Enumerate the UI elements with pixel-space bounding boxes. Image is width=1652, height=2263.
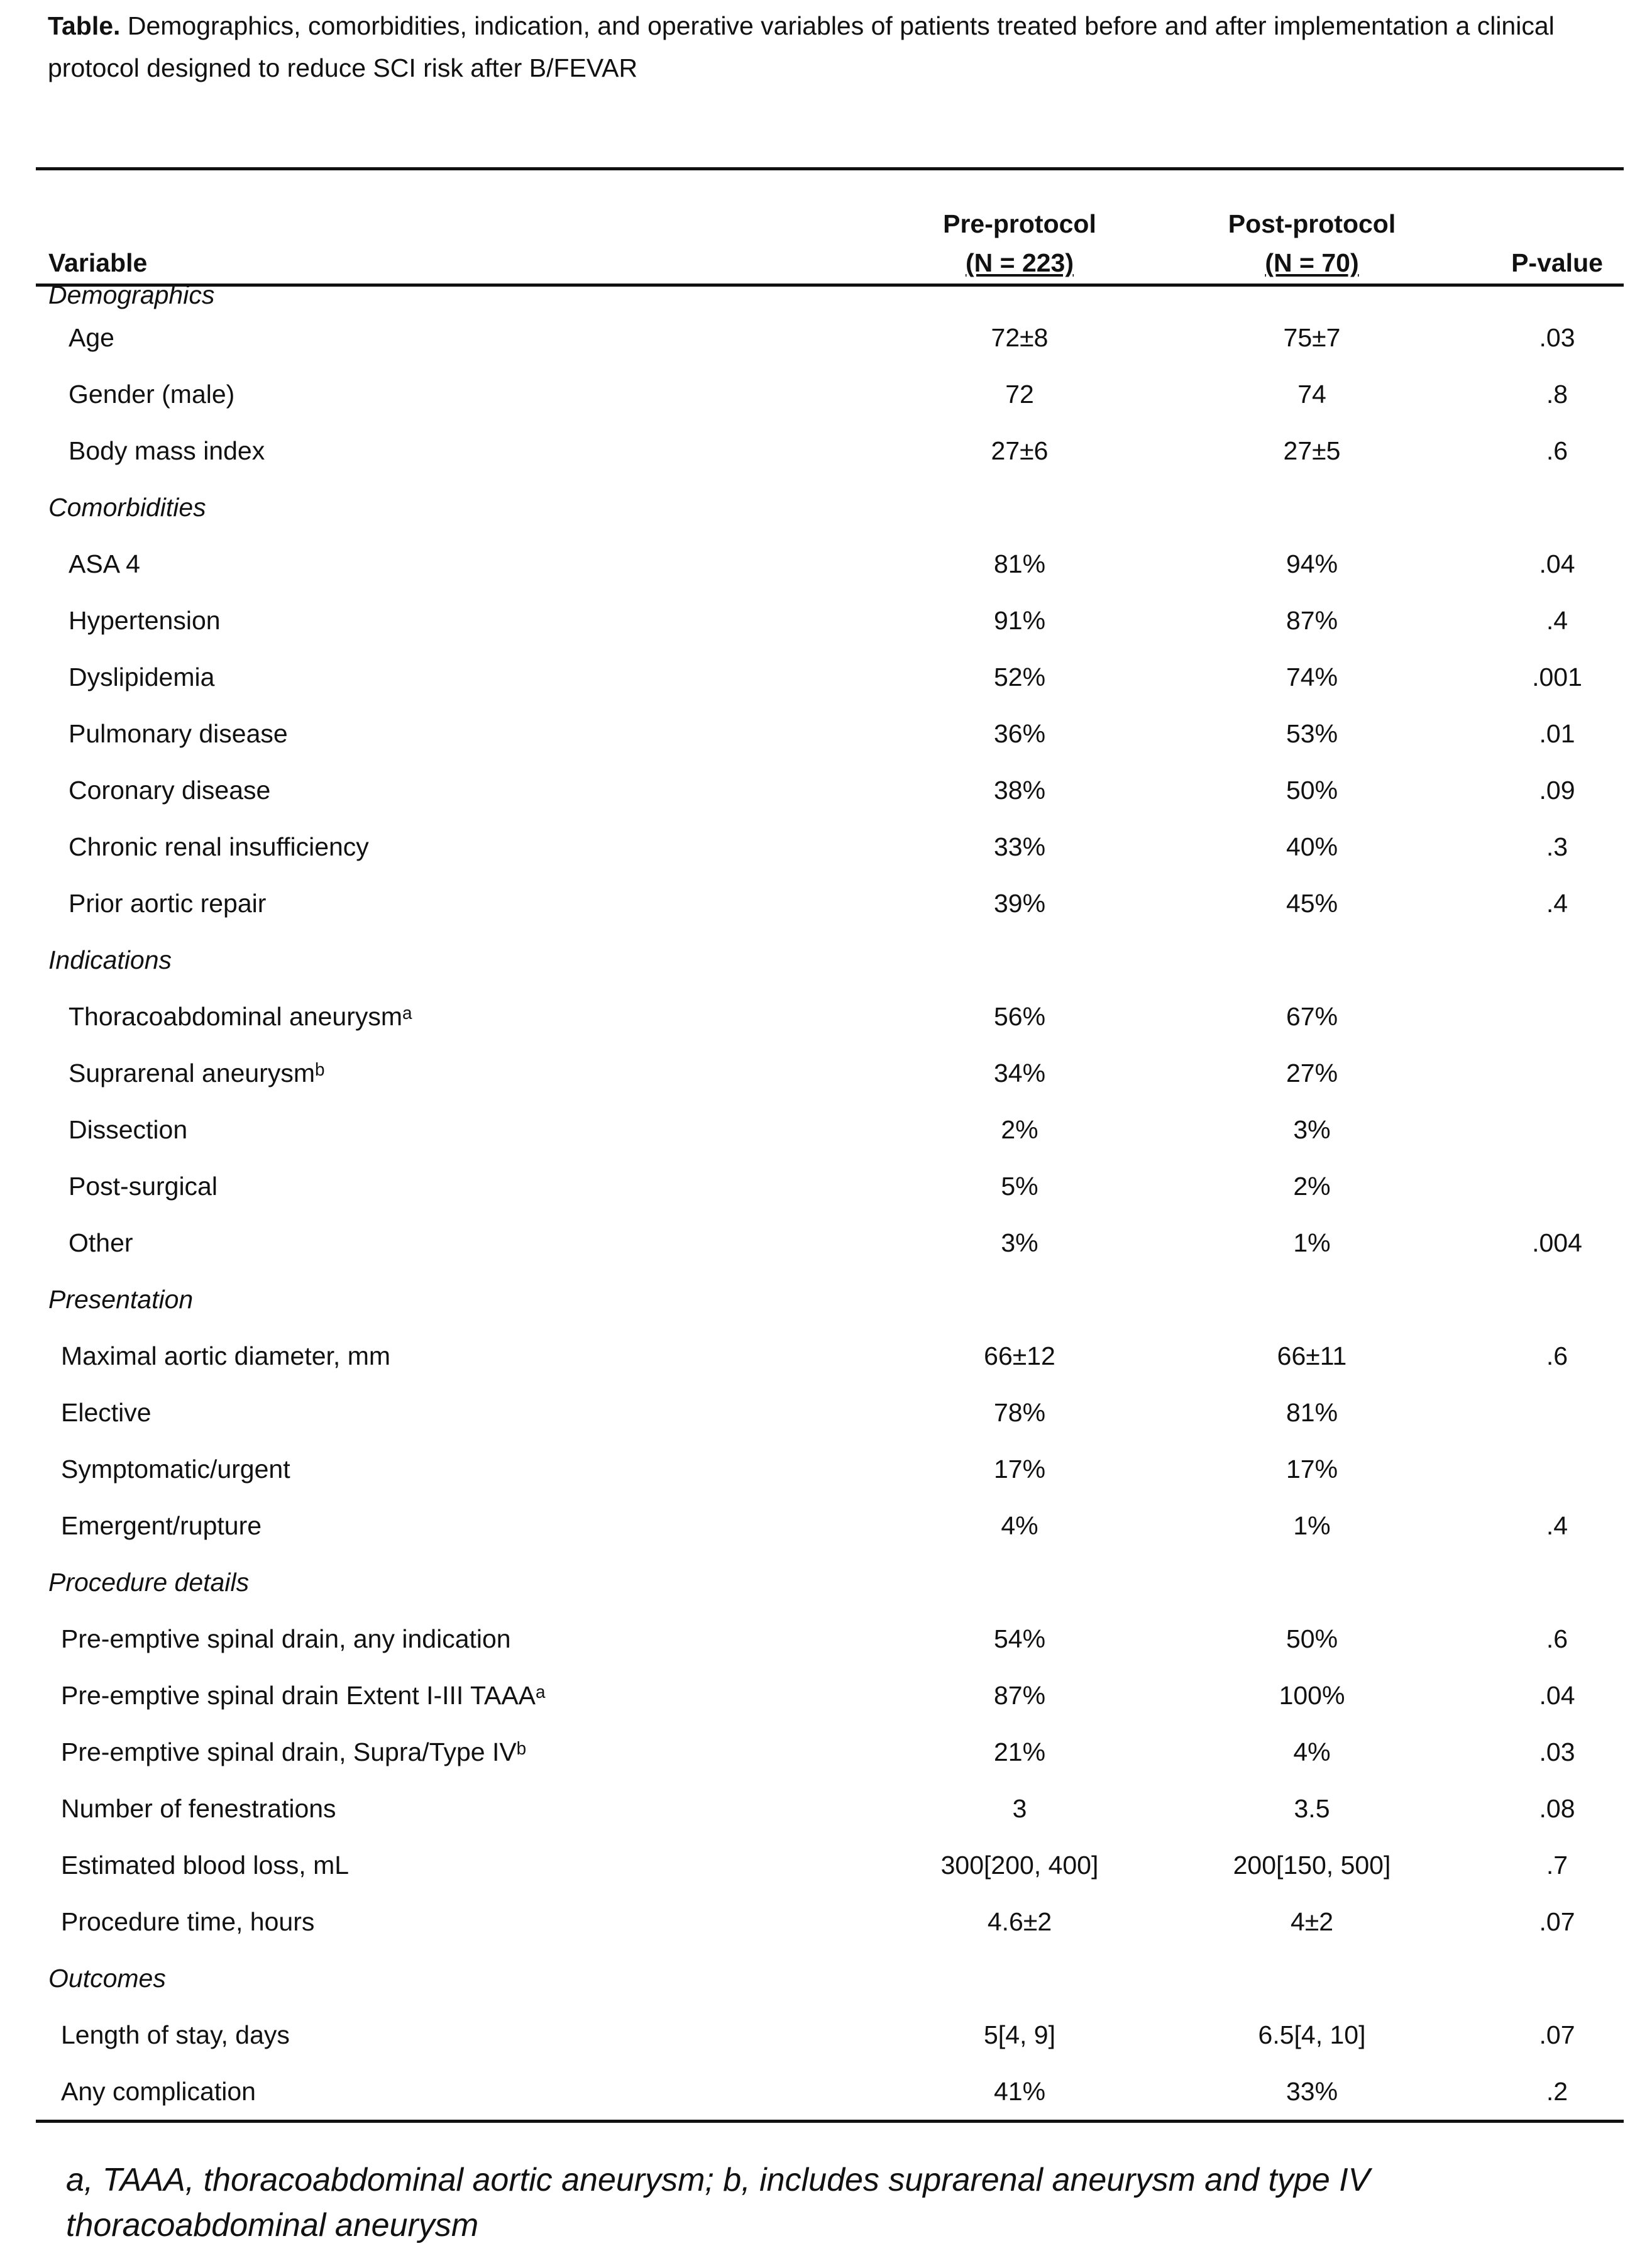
p-value (1469, 1950, 1645, 2007)
row-label: Presentation (48, 1284, 194, 1314)
header-pre-protocol-n: (N = 223) (965, 248, 1074, 277)
row-label: Number of fenestrations (61, 1793, 336, 1823)
pre-protocol-value (862, 932, 1177, 988)
post-protocol-value: 67% (1286, 1001, 1338, 1031)
data-table (36, 167, 1624, 2123)
row-label: ASA 4 (69, 549, 140, 578)
post-protocol-value: 1% (1293, 1511, 1331, 1540)
pre-protocol-value (862, 1271, 1177, 1328)
table-row (36, 988, 1624, 1045)
header-pre-protocol-title: Pre-protocol (943, 209, 1096, 238)
table-row (36, 2063, 1624, 2120)
section-header-row (36, 1271, 1624, 1328)
pre-protocol-value: 72 (1005, 379, 1034, 409)
row-label: Pre-emptive spinal drain Extent I-III TAAAᵃ (61, 1680, 546, 1710)
table-row (36, 1667, 1624, 1724)
p-value: .09 (1539, 775, 1575, 805)
row-label: Suprarenal aneurysmᵇ (69, 1058, 325, 1087)
pre-protocol-value: 54% (993, 1624, 1046, 1653)
row-label: Procedure details (48, 1567, 250, 1597)
pre-protocol-value: 36% (993, 719, 1046, 748)
p-value (1469, 1384, 1645, 1441)
pre-protocol-value: 3 (1012, 1793, 1027, 1823)
p-value: .01 (1539, 719, 1575, 748)
section-header-row (36, 1554, 1624, 1611)
pre-protocol-value: 81% (993, 549, 1046, 578)
pre-protocol-value: 38% (993, 775, 1046, 805)
p-value: .3 (1546, 832, 1568, 861)
post-protocol-value: 6.5[4, 10] (1258, 2020, 1366, 2049)
table-row (36, 2007, 1624, 2063)
header-p-value: P-value (1511, 248, 1603, 277)
pre-protocol-value: 41% (993, 2076, 1046, 2106)
p-value: .8 (1546, 379, 1568, 409)
table-header (36, 170, 1624, 287)
post-protocol-value (1155, 932, 1469, 988)
pre-protocol-value: 91% (993, 605, 1046, 635)
pre-protocol-value (862, 1950, 1177, 2007)
pre-protocol-value: 21% (993, 1737, 1046, 1766)
header-post-protocol-title: Post-protocol (1228, 209, 1396, 238)
post-protocol-value: 81% (1286, 1397, 1338, 1427)
table-row (36, 1611, 1624, 1667)
p-value: .7 (1546, 1850, 1568, 1880)
pre-protocol-value (862, 280, 1177, 303)
row-label: Other (69, 1228, 133, 1257)
post-protocol-value: 66±11 (1277, 1341, 1347, 1370)
post-protocol-value: 75±7 (1283, 322, 1341, 352)
post-protocol-value: 3.5 (1294, 1793, 1330, 1823)
p-value (1469, 1045, 1645, 1101)
pre-protocol-value (862, 1554, 1177, 1611)
table-row (36, 1780, 1624, 1837)
p-value: .07 (1539, 2020, 1575, 2049)
table-row (36, 1893, 1624, 1950)
table-row (36, 1441, 1624, 1497)
post-protocol-value: 33% (1286, 2076, 1338, 2106)
table-row (36, 1328, 1624, 1384)
caption-text: Demographics, comorbidities, indication, and operative variables of patients treated before and after implementation a clinical protocol designed to reduce SCI risk after B/FEVAR (48, 11, 1555, 82)
p-value: .03 (1539, 322, 1575, 352)
row-label: Estimated blood loss, mL (61, 1850, 350, 1880)
p-value (1469, 1554, 1645, 1611)
row-label: Emergent/rupture (61, 1511, 262, 1540)
table-row (36, 1837, 1624, 1893)
pre-protocol-value: 52% (993, 662, 1046, 691)
table-row (36, 705, 1624, 762)
post-protocol-value: 50% (1286, 1624, 1338, 1653)
p-value: .07 (1539, 1907, 1575, 1936)
table-row (36, 649, 1624, 705)
row-label: Dissection (69, 1115, 188, 1144)
pre-protocol-value: 4% (1001, 1511, 1038, 1540)
post-protocol-value: 94% (1286, 549, 1338, 578)
row-label: Maximal aortic diameter, mm (61, 1341, 391, 1370)
post-protocol-value (1155, 479, 1469, 536)
header-variable: Variable (48, 248, 148, 277)
p-value: .2 (1546, 2076, 1568, 2106)
table-row (36, 422, 1624, 479)
row-label: Symptomatic/urgent (61, 1454, 290, 1484)
pre-protocol-value: 27±6 (991, 436, 1049, 465)
pre-protocol-value: 5% (1001, 1171, 1038, 1201)
post-protocol-value: 27% (1286, 1058, 1338, 1087)
post-protocol-value: 27±5 (1283, 436, 1341, 465)
pre-protocol-value: 66±12 (984, 1341, 1055, 1370)
post-protocol-value: 4±2 (1290, 1907, 1334, 1936)
row-label: Thoracoabdominal aneurysmᵃ (69, 1001, 412, 1031)
p-value: .001 (1532, 662, 1582, 691)
row-label: Coronary disease (69, 775, 271, 805)
row-label: Procedure time, hours (61, 1907, 315, 1936)
table-row (36, 818, 1624, 875)
pre-protocol-value: 39% (993, 888, 1046, 918)
p-value: .03 (1539, 1737, 1575, 1766)
post-protocol-value: 45% (1286, 888, 1338, 918)
row-label: Pre-emptive spinal drain, Supra/Type IVᵇ (61, 1737, 527, 1766)
p-value (1469, 1158, 1645, 1214)
row-label: Outcomes (48, 1963, 166, 1993)
table-row (36, 366, 1624, 422)
post-protocol-value: 2% (1293, 1171, 1331, 1201)
post-protocol-value (1155, 1554, 1469, 1611)
p-value: .08 (1539, 1793, 1575, 1823)
p-value: .04 (1539, 1680, 1575, 1710)
table-footnote: a, TAAA, thoracoabdominal aortic aneurysm; b, includes suprarenal aneurysm and type IV thoracoabdominal aneurysm (66, 2162, 1370, 2244)
section-header-row (36, 479, 1624, 536)
pre-protocol-value: 56% (993, 1001, 1046, 1031)
pre-protocol-value (862, 479, 1177, 536)
pre-protocol-value: 3% (1001, 1228, 1038, 1257)
p-value: .6 (1546, 1624, 1568, 1653)
pre-protocol-value: 17% (993, 1454, 1046, 1484)
row-label: Comorbidities (48, 492, 206, 522)
row-label: Pre-emptive spinal drain, any indication (61, 1624, 511, 1653)
post-protocol-value (1155, 1271, 1469, 1328)
post-protocol-value: 74 (1297, 379, 1326, 409)
p-value (1469, 280, 1645, 303)
table-row (36, 1214, 1624, 1271)
pre-protocol-value: 4.6±2 (987, 1907, 1052, 1936)
row-label: Chronic renal insufficiency (69, 832, 369, 861)
header-post-protocol (1155, 204, 1469, 282)
post-protocol-value: 100% (1279, 1680, 1345, 1710)
p-value (1469, 932, 1645, 988)
table-row (36, 1497, 1624, 1554)
pre-protocol-value: 78% (993, 1397, 1046, 1427)
post-protocol-value (1155, 1950, 1469, 2007)
pre-protocol-value: 300[200, 400] (940, 1850, 1099, 1880)
pre-protocol-value: 2% (1001, 1115, 1038, 1144)
table-row (36, 536, 1624, 592)
header-post-protocol-n: (N = 70) (1265, 248, 1359, 277)
header-pre-protocol (862, 204, 1177, 282)
table-row (36, 762, 1624, 818)
post-protocol-value: 74% (1286, 662, 1338, 691)
table-row (36, 1384, 1624, 1441)
table-row (36, 592, 1624, 649)
section-header-row (36, 932, 1624, 988)
section-header-row (36, 1950, 1624, 2007)
p-value: .004 (1532, 1228, 1582, 1257)
post-protocol-value: 50% (1286, 775, 1338, 805)
table-row (36, 1101, 1624, 1158)
row-label: Body mass index (69, 436, 265, 465)
row-label: Length of stay, days (61, 2020, 290, 2049)
p-value: .6 (1546, 1341, 1568, 1370)
p-value: .4 (1546, 605, 1568, 635)
post-protocol-value: 17% (1286, 1454, 1338, 1484)
row-label: Indications (48, 945, 172, 974)
table-caption (48, 5, 1632, 89)
post-protocol-value (1155, 280, 1469, 303)
table-row (36, 1158, 1624, 1214)
post-protocol-value: 4% (1293, 1737, 1331, 1766)
p-value (1469, 1101, 1645, 1158)
post-protocol-value: 3% (1293, 1115, 1331, 1144)
pre-protocol-value: 34% (993, 1058, 1046, 1087)
post-protocol-value: 53% (1286, 719, 1338, 748)
row-label: Elective (61, 1397, 151, 1427)
p-value (1469, 1271, 1645, 1328)
post-protocol-value: 1% (1293, 1228, 1331, 1257)
p-value (1469, 1441, 1645, 1497)
row-label: Demographics (48, 280, 215, 309)
p-value: .6 (1546, 436, 1568, 465)
p-value: .04 (1539, 549, 1575, 578)
table-row (36, 875, 1624, 932)
row-label: Pulmonary disease (69, 719, 288, 748)
row-label: Dyslipidemia (69, 662, 215, 691)
row-label: Gender (male) (69, 379, 235, 409)
post-protocol-value: 40% (1286, 832, 1338, 861)
p-value (1469, 988, 1645, 1045)
row-label: Age (69, 322, 114, 352)
table-row (36, 1045, 1624, 1101)
row-label: Prior aortic repair (69, 888, 267, 918)
table-row (36, 309, 1624, 366)
post-protocol-value: 87% (1286, 605, 1338, 635)
table-row (36, 1724, 1624, 1780)
post-protocol-value: 200[150, 500] (1233, 1850, 1391, 1880)
p-value: .4 (1546, 1511, 1568, 1540)
pre-protocol-value: 72±8 (991, 322, 1049, 352)
section-header-row (36, 280, 1624, 309)
caption-label: Table. (48, 11, 121, 40)
p-value (1469, 479, 1645, 536)
table-body (36, 280, 1624, 2120)
row-label: Post-surgical (69, 1171, 218, 1201)
pre-protocol-value: 33% (993, 832, 1046, 861)
row-label: Hypertension (69, 605, 221, 635)
p-value: .4 (1546, 888, 1568, 918)
pre-protocol-value: 87% (993, 1680, 1046, 1710)
row-label: Any complication (61, 2076, 256, 2106)
pre-protocol-value: 5[4, 9] (984, 2020, 1055, 2049)
